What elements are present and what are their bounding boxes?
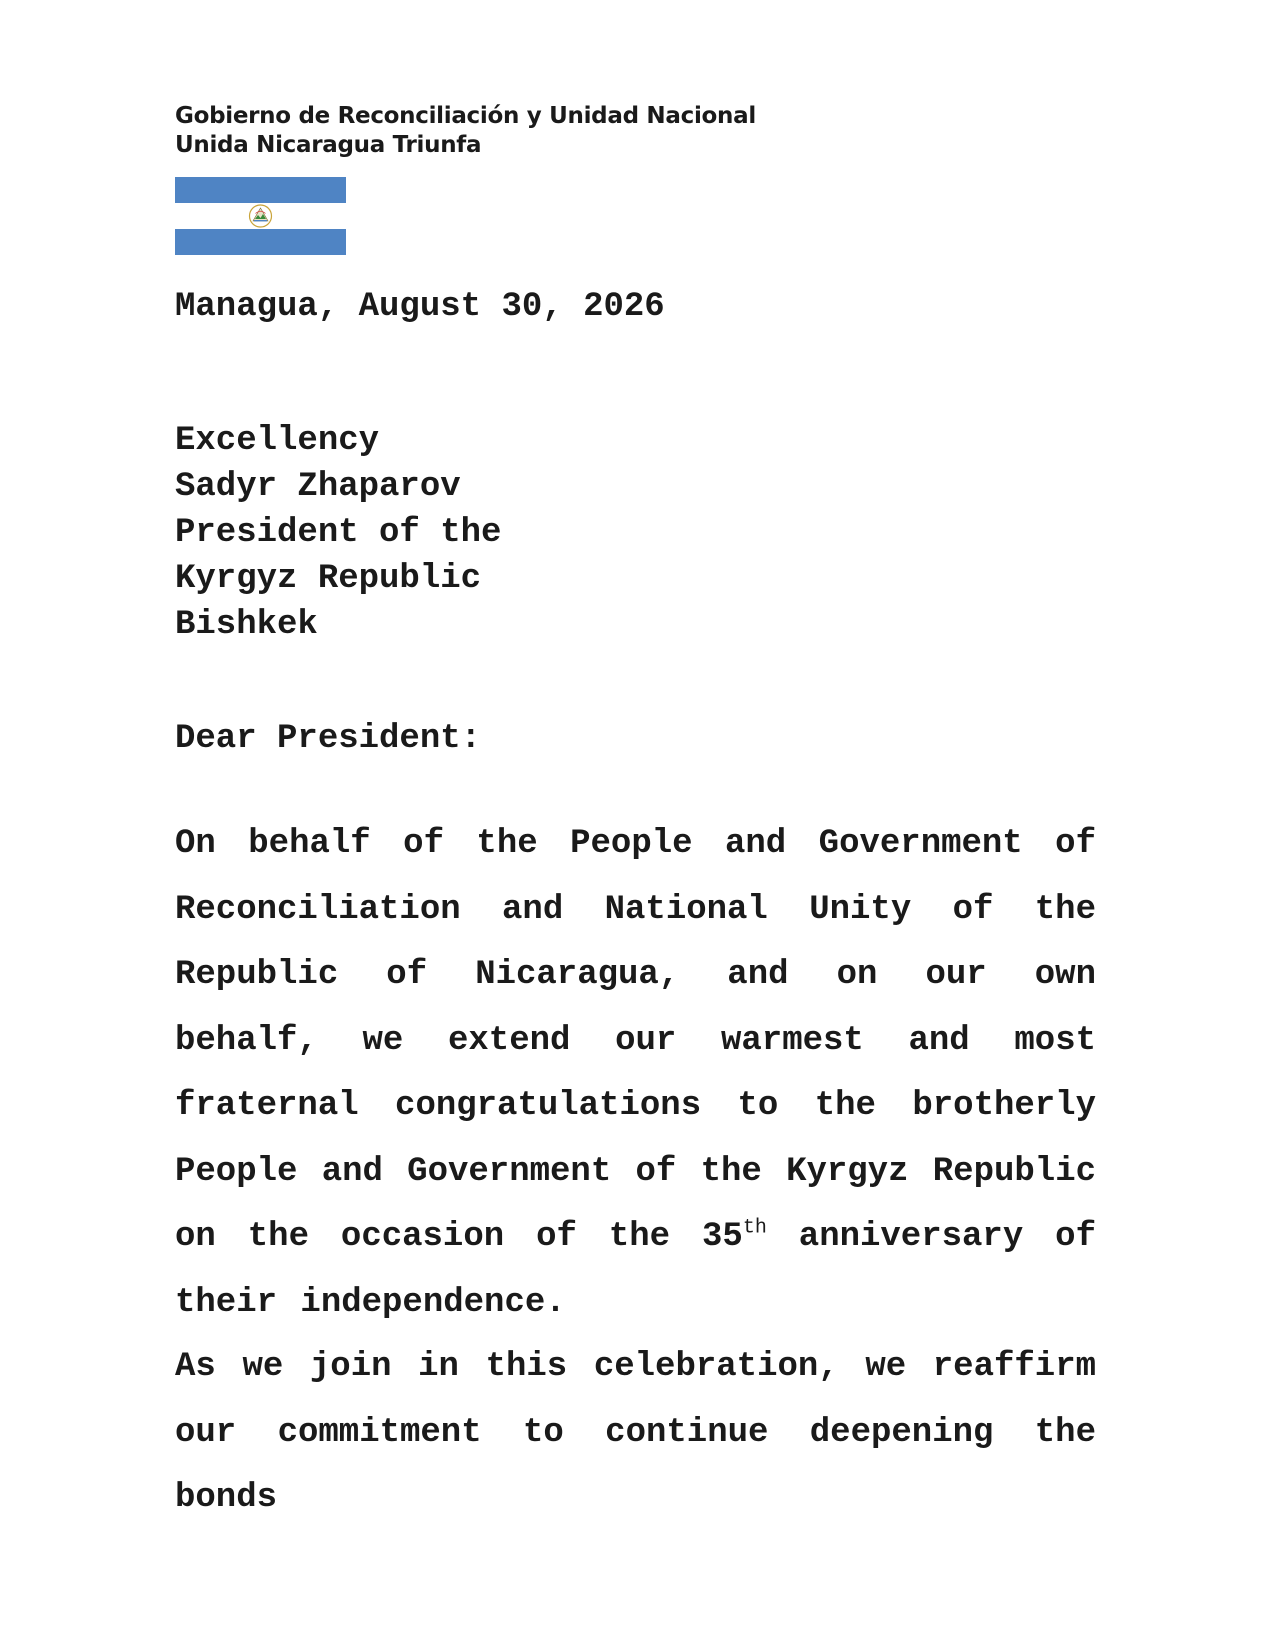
- letterhead: [175, 102, 756, 160]
- addressee-title: Excellency: [175, 422, 380, 460]
- paragraph-1-text-end: anniversary of their independence.: [175, 1218, 1096, 1322]
- body-paragraph-2: As we join in this celebration, we reaffirm our commitment to continue deepening the bonds: [175, 1348, 1096, 1517]
- letter-date: Managua, August 30, 2026: [175, 288, 665, 326]
- body-paragraph-1: [175, 812, 1096, 1336]
- addressee-name: Sadyr Zhaparov: [175, 468, 461, 506]
- salutation: Dear President:: [175, 720, 482, 758]
- letterhead-government-name: Gobierno de Reconciliación y Unidad Nacional: [175, 103, 756, 129]
- letterhead-slogan: Unida Nicaragua Triunfa: [175, 132, 482, 158]
- addressee-position: President of the: [175, 514, 502, 552]
- nicaragua-flag: [175, 177, 346, 255]
- addressee-country: Kyrgyz Republic: [175, 560, 482, 598]
- paragraph-1-text: On behalf of the People and Government of Reconciliation and National Unity of the Republic of Nicaragua, and on our own behalf, we extend our warmest and most fraternal congratulations to the brotherly People and Government of the Kyrgyz Republic on the occasion of the 35: [175, 825, 1096, 1256]
- addressee-city: Bishkek: [175, 606, 318, 644]
- ordinal-suffix: th: [742, 1216, 767, 1240]
- addressee-block: [175, 418, 501, 648]
